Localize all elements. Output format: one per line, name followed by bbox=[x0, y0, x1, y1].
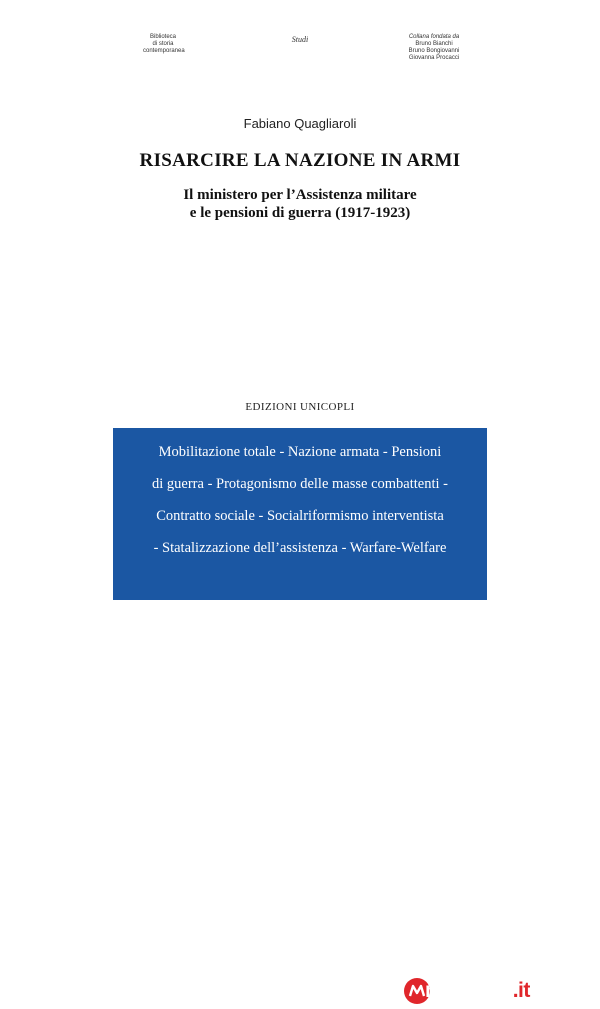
watermark-tld: .it bbox=[512, 979, 530, 1002]
keywords-panel bbox=[113, 428, 530, 1002]
series-label-line: di storia bbox=[152, 41, 174, 47]
keywords-line: di guerra - Protagonismo delle masse combattenti - bbox=[152, 476, 448, 492]
keywords-line: Contratto sociale - Socialriformismo interventista bbox=[156, 508, 444, 524]
watermark-name: marsiglia bbox=[425, 979, 513, 1002]
publisher-name: EDIZIONI UNICOPLI bbox=[245, 401, 355, 413]
series-label-line: Biblioteca bbox=[149, 34, 176, 40]
keywords-line: Mobilitazione totale - Nazione armata - Pensioni bbox=[158, 444, 442, 460]
series-founders-line: Bruno Bongiovanni bbox=[408, 48, 460, 54]
watermark-logo bbox=[403, 977, 573, 1009]
series-founders bbox=[403, 34, 465, 62]
book-author: Fabiano Quagliaroli bbox=[243, 116, 357, 131]
series-label bbox=[143, 34, 183, 55]
book-title: RISARCIRE LA NAZIONE IN ARMI bbox=[139, 150, 461, 171]
series-founders-line: Collana fondata da bbox=[408, 34, 460, 40]
series-name: Studi bbox=[291, 35, 309, 44]
series-label-line: contemporanea bbox=[143, 48, 185, 54]
subtitle-line: e le pensioni di guerra (1917-1923) bbox=[189, 205, 411, 221]
series-founders-line: Giovanna Procacci bbox=[408, 55, 460, 61]
series-founders-line: Bruno Bianchi bbox=[415, 41, 453, 47]
watermark-text bbox=[425, 979, 530, 1003]
book-subtitle bbox=[113, 186, 487, 222]
keywords-line: - Statalizzazione dell’assistenza - Warfare-Welfare bbox=[153, 540, 447, 556]
subtitle-line: Il ministero per l’Assistenza militare bbox=[183, 187, 417, 203]
book-cover bbox=[113, 0, 530, 1002]
